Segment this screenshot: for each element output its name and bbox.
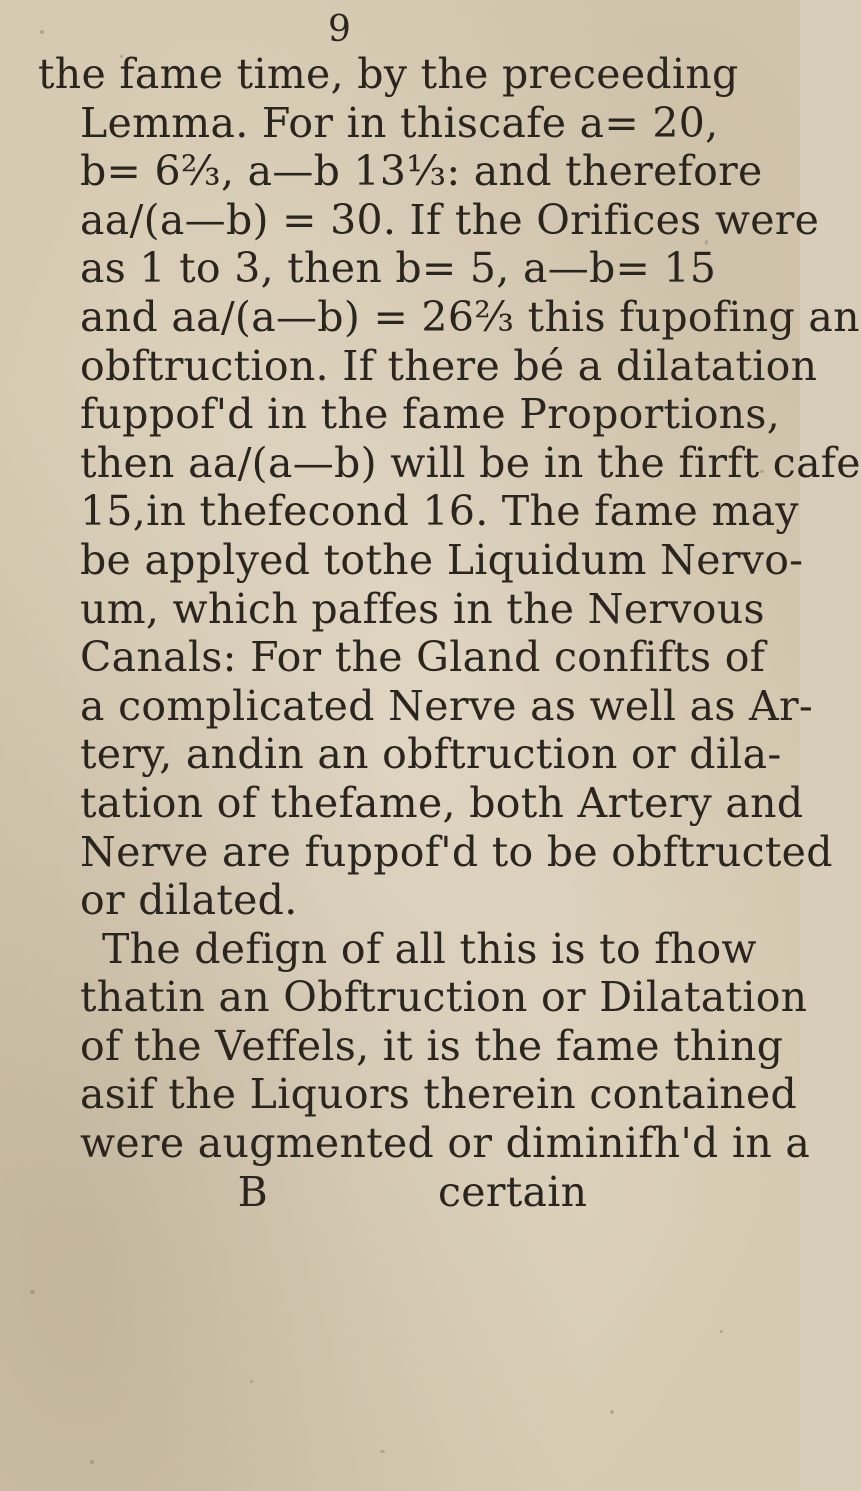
text-line-10: 15,in thefecond 16. The fame may (80, 487, 799, 536)
signature-mark: B (237, 1167, 268, 1216)
text-line-15: tery, andin an obftruction or dila- (80, 730, 782, 779)
paper-speck (610, 1410, 614, 1414)
text-line-19: The defign of all this is to fhow (102, 924, 757, 973)
text-line-12: um, which paffes in the Nervous (80, 584, 765, 633)
text-line-18: or dilated. (80, 876, 298, 925)
paper-speck (90, 1460, 94, 1464)
text-line-1: the fame time, by the preceeding (38, 50, 739, 98)
text-line-3: b= 6⅔, a—b 13⅓: and therefore (80, 147, 763, 196)
text-line-11: be applyed tothe Liquidum Nervo- (80, 535, 804, 584)
paper-speck (250, 1380, 253, 1383)
text-line-21: of the Veffels, it is the fame thing (80, 1021, 784, 1070)
text-line-23: were augmented or diminifh'd in a (80, 1119, 811, 1168)
paper-speck (380, 1450, 385, 1453)
text-line-17: Nerve are fuppof'd to be obftructed (80, 827, 833, 876)
text-line-13: Canals: For the Gland confifts of (80, 633, 766, 682)
text-line-5: as 1 to 3, then b= 5, a—b= 15 (80, 244, 717, 293)
text-line-6: and aa/(a—b) = 26⅔ this fupofing an (80, 292, 860, 341)
paper-speck (30, 1290, 35, 1294)
text-line-9: then aa/(a—b) will be in the firft cafe (80, 438, 861, 487)
body-text (38, 9, 861, 1216)
footer-line (38, 1168, 758, 1217)
text-line-22: asif the Liquors therein contained (80, 1070, 798, 1119)
text-line-20: thatin an Obftruction or Dilatation (80, 973, 808, 1022)
text-line-16: tation of thefame, both Artery and (80, 778, 804, 827)
catchword: certain (438, 1167, 588, 1216)
text-line-14: a complicated Nerve as well as Ar- (80, 681, 814, 730)
text-line-7: obftruction. If there bé a dilatation (80, 341, 818, 390)
page-number-fragment: 9 (328, 9, 352, 50)
text-line-4: aa/(a—b) = 30. If the Orifices were (80, 195, 820, 244)
paper-speck (720, 1330, 723, 1333)
text-line-8: fuppof'd in the fame Proportions, (80, 390, 781, 439)
text-line-2: Lemma. For in thiscafe a= 20, (80, 98, 719, 147)
